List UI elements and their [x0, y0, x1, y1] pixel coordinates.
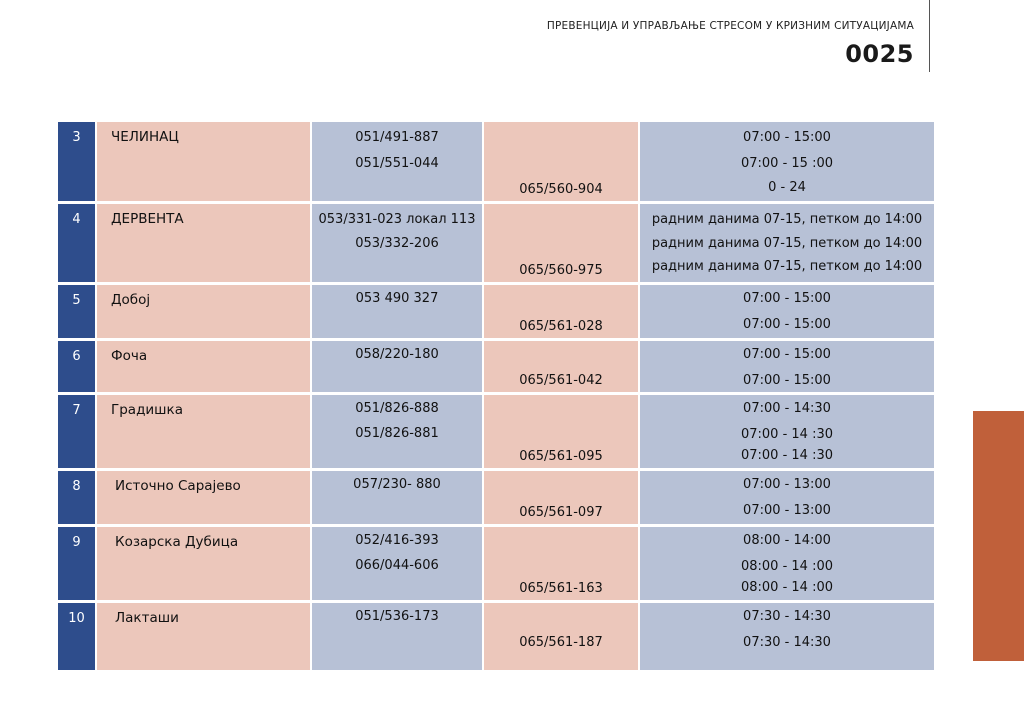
municipality-name: Козарска Дубица	[115, 534, 239, 550]
working-hours: радним данима 07-15, петком до 14:00	[651, 259, 923, 274]
mobile-number: 065/561-163	[519, 581, 603, 596]
working-hours: радним данима 07-15, петком до 14:00	[651, 236, 923, 251]
phone-cell	[310, 527, 482, 600]
side-color-tab	[973, 411, 1024, 661]
header-divider	[929, 0, 930, 72]
working-hours: 07:00 - 13:00	[743, 477, 831, 492]
phone-cell	[310, 603, 482, 670]
mobile-cell	[482, 122, 638, 201]
phone-number: 051/826-881	[355, 426, 439, 441]
mobile-number: 065/561-097	[519, 505, 603, 520]
working-hours: радним данима 07-15, петком до 14:00	[651, 212, 923, 227]
phone-number: 051/491-887	[355, 130, 439, 145]
table-row	[58, 122, 934, 204]
table-row	[58, 471, 934, 527]
phone-cell	[310, 341, 482, 392]
hours-cell	[638, 341, 934, 392]
municipality-name: Лакташи	[115, 610, 179, 626]
contacts-table	[58, 122, 934, 670]
working-hours: 07:00 - 15:00	[743, 347, 831, 362]
municipality-name: ДЕРВЕНТА	[111, 211, 184, 227]
mobile-number: 065/560-975	[519, 263, 603, 278]
row-number: 10	[68, 611, 85, 626]
phone-cell	[310, 204, 482, 282]
phone-number: 066/044-606	[355, 558, 439, 573]
row-number-cell	[58, 471, 95, 524]
working-hours: 07:30 - 14:30	[743, 635, 831, 650]
working-hours: 08:00 - 14 :00	[740, 559, 833, 574]
phone-number: 051/551-044	[355, 156, 439, 171]
row-number: 8	[72, 479, 81, 494]
hours-cell	[638, 527, 934, 600]
municipality-name: Источно Сарајево	[115, 478, 241, 494]
hours-cell	[638, 122, 934, 201]
phone-number: 051/826-888	[355, 401, 439, 416]
working-hours: 07:30 - 14:30	[743, 609, 831, 624]
table-row	[58, 341, 934, 395]
municipality-cell	[95, 527, 310, 600]
municipality-cell	[95, 341, 310, 392]
phone-number: 053 490 327	[355, 291, 439, 306]
working-hours: 07:00 - 14:30	[743, 401, 831, 416]
mobile-cell	[482, 341, 638, 392]
phone-number: 058/220-180	[355, 347, 439, 362]
phone-number: 057/230- 880	[353, 477, 441, 492]
hours-cell	[638, 285, 934, 338]
row-number: 3	[72, 130, 81, 145]
phone-number: 051/536-173	[355, 609, 439, 624]
municipality-cell	[95, 603, 310, 670]
working-hours: 07:00 - 15:00	[743, 130, 831, 145]
row-number-cell	[58, 603, 95, 670]
row-number-cell	[58, 341, 95, 392]
municipality-cell	[95, 471, 310, 524]
row-number-cell	[58, 285, 95, 338]
mobile-number: 065/561-042	[519, 373, 603, 388]
hours-cell	[638, 395, 934, 468]
row-number-cell	[58, 204, 95, 282]
row-number: 9	[72, 535, 81, 550]
mobile-cell	[482, 471, 638, 524]
phone-cell	[310, 122, 482, 201]
table-row	[58, 285, 934, 341]
row-number: 6	[72, 349, 81, 364]
row-number-cell	[58, 527, 95, 600]
mobile-number: 065/560-904	[519, 182, 603, 197]
working-hours: 07:00 - 15:00	[743, 317, 831, 332]
working-hours: 07:00 - 15:00	[743, 373, 831, 388]
phone-number: 053/331-023 локал 113	[318, 212, 476, 227]
table-row	[58, 527, 934, 603]
mobile-cell	[482, 395, 638, 468]
table-row	[58, 603, 934, 670]
municipality-name: Градишка	[111, 402, 183, 418]
phone-number: 052/416-393	[355, 533, 439, 548]
municipality-name: Добој	[111, 292, 151, 308]
table-row	[58, 395, 934, 471]
mobile-number: 065/561-028	[519, 319, 603, 334]
municipality-cell	[95, 204, 310, 282]
working-hours: 08:00 - 14:00	[743, 533, 831, 548]
page-number: 0025	[845, 40, 914, 68]
working-hours: 08:00 - 14 :00	[740, 580, 833, 595]
municipality-name: Фоча	[111, 348, 148, 364]
mobile-cell	[482, 527, 638, 600]
document-title: ПРЕВЕНЦИЈА И УПРАВЉАЊЕ СТРЕСОМ У КРИЗНИМ СИТУАЦИЈАМА	[546, 20, 914, 32]
row-number: 7	[72, 403, 81, 418]
municipality-cell	[95, 285, 310, 338]
mobile-cell	[482, 285, 638, 338]
working-hours: 07:00 - 15:00	[743, 291, 831, 306]
working-hours: 07:00 - 15 :00	[740, 156, 833, 171]
row-number: 5	[72, 293, 81, 308]
working-hours: 07:00 - 14 :30	[740, 427, 833, 442]
municipality-name: ЧЕЛИНАЦ	[111, 129, 179, 145]
working-hours: 07:00 - 14 :30	[740, 448, 833, 463]
working-hours: 0 - 24	[768, 180, 806, 195]
phone-cell	[310, 395, 482, 468]
phone-cell	[310, 471, 482, 524]
municipality-cell	[95, 395, 310, 468]
row-number-cell	[58, 395, 95, 468]
phone-cell	[310, 285, 482, 338]
municipality-cell	[95, 122, 310, 201]
hours-cell	[638, 471, 934, 524]
mobile-number: 065/561-095	[519, 449, 603, 464]
mobile-number: 065/561-187	[519, 635, 603, 650]
table-row	[58, 204, 934, 285]
row-number-cell	[58, 122, 95, 201]
mobile-cell	[482, 603, 638, 670]
row-number: 4	[72, 212, 81, 227]
hours-cell	[638, 603, 934, 670]
hours-cell	[638, 204, 934, 282]
phone-number: 053/332-206	[355, 236, 439, 251]
mobile-cell	[482, 204, 638, 282]
working-hours: 07:00 - 13:00	[743, 503, 831, 518]
